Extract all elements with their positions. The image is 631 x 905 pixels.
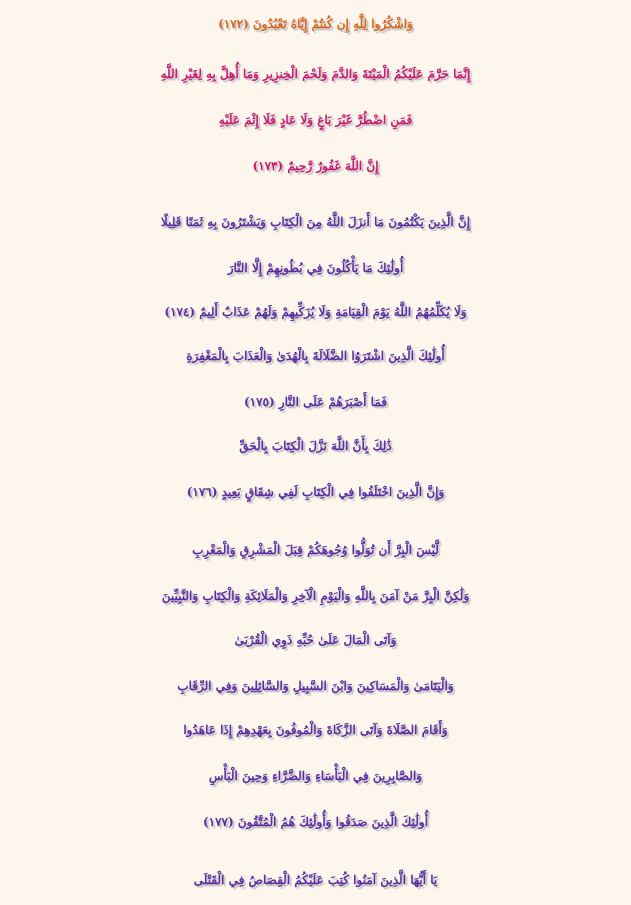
verse-line: إِنَّمَا حَرَّمَ عَلَيْكُمُ الْمَيْتَةَ وَالدَّمَ وَلَحْمَ الْخِنزِيرِ وَمَا أُهِلَّ بِهِ لِغَيْرِ اللَّهِ [160,67,471,81]
verse-line: أُولَٰئِكَ مَا يَأْكُلُونَ فِي بُطُونِهِمْ إِلَّا النَّارَ [227,261,404,275]
verse-line: إِنَّ الَّذِينَ يَكْتُمُونَ مَا أَنزَلَ اللَّهُ مِنَ الْكِتَابِ وَيَشْتَرُونَ بِهِ ثَمَنًا قَلِيلًا [160,215,471,229]
verse-line: يَا أَيُّهَا الَّذِينَ آمَنُوا كُتِبَ عَلَيْكُمُ الْقِصَاصُ فِي الْقَتْلَى [193,873,438,887]
verse-line: وَاشْكُرُوا لِلَّهِ إِن كُنتُمْ إِيَّاهُ تَعْبُدُونَ (١٧٢) [218,17,413,31]
verse-line: فَمَا أَصْبَرَهُمْ عَلَى النَّارِ (١٧٥) [243,395,388,409]
verse-line: إِنَّ اللَّهَ غَفُورٌ رَّحِيمٌ (١٧٣) [252,159,379,173]
verse-line: وَلَٰكِنَّ الْبِرَّ مَنْ آمَنَ بِاللَّهِ وَالْيَوْمِ الْآخِرِ وَالْمَلَائِكَةِ وَالْكِتَابِ وَالنَّبِيِّينَ [161,589,470,603]
verse-line: وَإِنَّ الَّذِينَ اخْتَلَفُوا فِي الْكِتَابِ لَفِي شِقَاقٍ بَعِيدٍ (١٧٦) [186,485,445,499]
verse-line: وَالصَّابِرِينَ فِي الْبَأْسَاءِ وَالضَّرَّاءِ وَحِينَ الْبَأْسِ [208,769,423,783]
verse-line: لَّيْسَ الْبِرَّ أَن تُوَلُّوا وُجُوهَكُمْ قِبَلَ الْمَشْرِقِ وَالْمَغْرِبِ [192,543,439,557]
verse-line: ذَٰلِكَ بِأَنَّ اللَّهَ نَزَّلَ الْكِتَابَ بِالْحَقِّ [239,439,392,453]
verse-line: وَالْيَتَامَىٰ وَالْمَسَاكِينَ وَابْنَ السَّبِيلِ وَالسَّائِلِينَ وَفِي الرِّقَابِ [177,679,454,693]
verse-line: أُولَٰئِكَ الَّذِينَ صَدَقُوا وَأُولَٰئِكَ هُمُ الْمُتَّقُونَ (١٧٧) [202,815,429,829]
verse-line: فَمَنِ اضْطُرَّ غَيْرَ بَاغٍ وَلَا عَادٍ فَلَا إِثْمَ عَلَيْهِ [218,113,413,127]
verse-line: وَلَا يُكَلِّمُهُمُ اللَّهُ يَوْمَ الْقِيَامَةِ وَلَا يُزَكِّيهِمْ وَلَهُمْ عَذَابٌ أَلِيمٌ (١٧٤) [164,305,467,319]
verse-line: وَآتَى الْمَالَ عَلَىٰ حُبِّهِ ذَوِي الْقُرْبَىٰ [234,633,397,647]
verse-line: أُولَٰئِكَ الَّذِينَ اشْتَرَوُا الضَّلَالَةَ بِالْهُدَىٰ وَالْعَذَابَ بِالْمَغْفِرَةِ [186,349,445,363]
verse-line: وَأَقَامَ الصَّلَاةَ وَآتَى الزَّكَاةَ وَالْمُوفُونَ بِعَهْدِهِمْ إِذَا عَاهَدُوا [183,723,448,737]
